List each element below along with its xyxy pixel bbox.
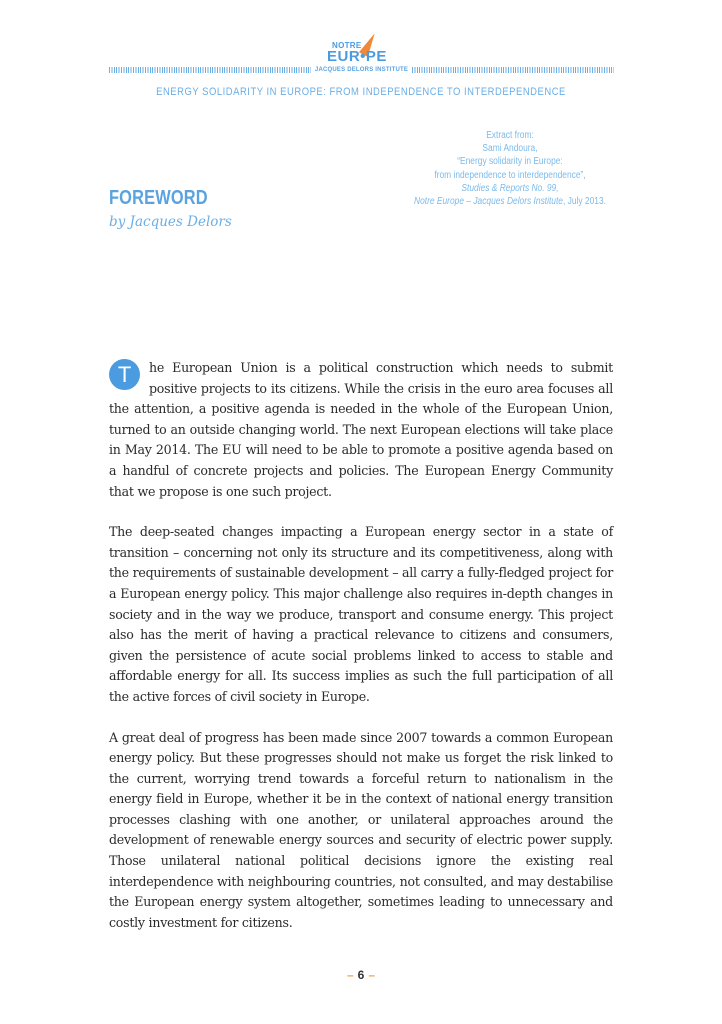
logo-line2: EUR•PE — [327, 48, 387, 65]
dropcap: T — [109, 359, 140, 390]
paragraph-2: The deep-seated changes impacting a European energy sector in a state of transition – concerning not only its structure and its competitiveness, along with the requirements of sustainable development – all carry a fully-fledged project for a European energy policy. This major challenge also requires in-depth changes in society and in the way we produce, transport and consume energy. This project also has the merit of having a practical relevance to citizens and consumers, given the persistence of acute social problems linked to access to stable and affordable energy for all. Its success implies as such the full participation of all the active forces of civil society in Europe. — [109, 524, 613, 704]
publisher-name: Notre Europe – Jacques Delors Institute — [414, 196, 563, 208]
extract-line-6 — [401, 195, 619, 208]
paragraph-3: A great deal of progress has been made since 2007 towards a common European energy policy. But these progresses should not make us forget the risk linked to the current, worrying trend towards a forceful return to nationalism in the energy field in Europe, whether it be in the context of national energy transition processes clashing with one another, or unilateral approaches around the development of renewable energy sources and security of electric power supply. Those unilateral national political decisions ignore the existing real interdependence with neighbouring countries, not consulted, and may destabilise the European energy system altogether, sometimes leading to unnecessary and costly investment for citizens. — [109, 729, 613, 930]
stripe-right — [412, 67, 614, 73]
extract-line: Extract from: — [486, 130, 534, 141]
page-number — [0, 968, 722, 982]
extract-line: from independence to interdependence”, — [434, 169, 586, 181]
section-byline: by Jacques Delors — [109, 214, 232, 230]
extract-line: Sami Andoura, — [482, 143, 538, 155]
extract-line: “Energy solidarity in Europe: — [457, 156, 563, 168]
dash-left: – — [346, 968, 354, 982]
publication-date: , July 2013. — [562, 196, 606, 208]
header-stripe — [109, 66, 614, 74]
report-title: ENERGY SOLIDARITY IN EUROPE: FROM INDEPENDENCE TO INTERDEPENDENCE — [156, 86, 566, 98]
extract-line: Studies & Reports No. 99, — [461, 182, 559, 194]
notre-europe-logo — [322, 30, 402, 70]
paragraph-1-text: he European Union is a political construction which needs to submit positive projects to its citizens. While the crisis in the euro area focuses all the attention, a positive agenda is needed in the whole of the European Union, turned to an outside changing world. The next European elections will take place in May 2014. The EU will need to be able to promote a positive agenda based on a handful of concrete projects and policies. The European Energy Community that we propose is one such project. — [109, 360, 613, 499]
paragraph-1 — [109, 358, 613, 502]
logo-line1: NOTRE — [332, 41, 362, 50]
body-text — [109, 358, 613, 953]
dash-right: – — [368, 968, 376, 982]
extract-citation — [401, 129, 619, 208]
logo-tagline: JACQUES DELORS INSTITUTE — [314, 67, 409, 73]
stripe-left — [109, 67, 311, 73]
section-title: FOREWORD — [109, 187, 208, 209]
page-number-value: 6 — [357, 968, 365, 982]
